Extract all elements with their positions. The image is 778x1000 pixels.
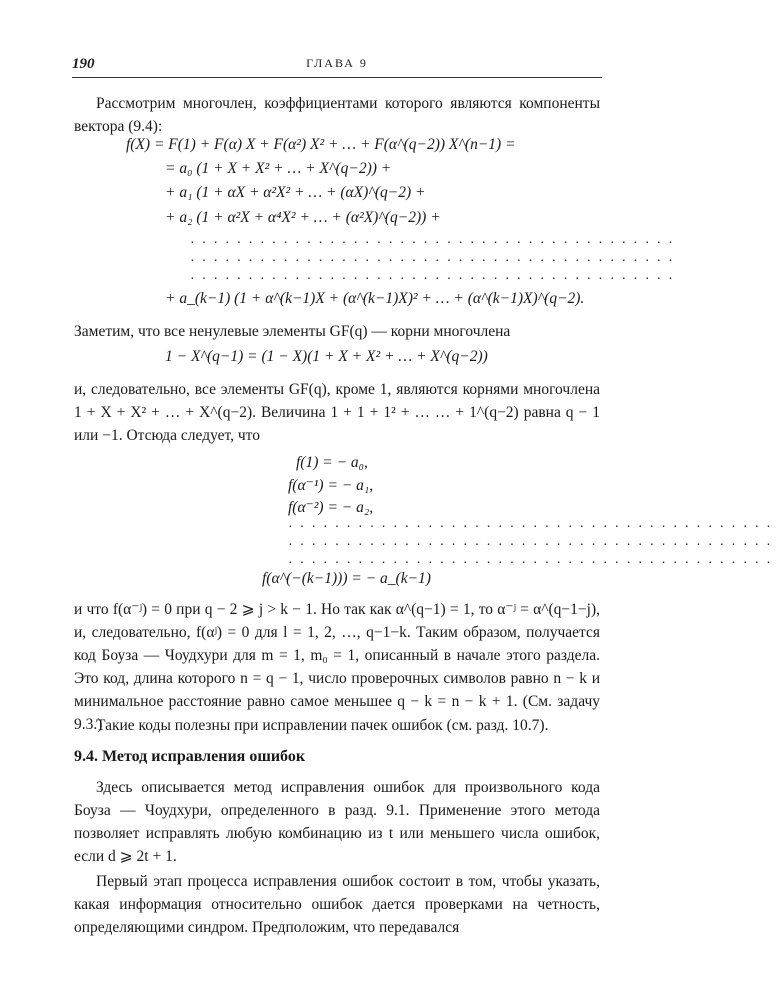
ellipsis-row: ··········································	[288, 556, 778, 571]
ellipsis-row: ··········································	[190, 272, 680, 287]
header-rule	[72, 77, 602, 78]
equation-value-f1: f(1) = − a₀,	[296, 454, 368, 471]
burst-paragraph: Такие коды полезны при исправлении пачек ошибок (см. разд. 10.7).	[96, 717, 549, 734]
equation-a0-term: = a₀ (1 + X + X² + … + X^(q−2)) +	[165, 160, 392, 177]
page-number: 190	[72, 56, 95, 72]
result-paragraph: и что f(α⁻ʲ) = 0 при q − 2 ⩾ j > k − 1. Но так как α^(q−1) = 1, то α⁻ʲ = α^(q−1−j), и, следовательно, f(αʲ) = 0 для l = 1, 2, …, q−1−k. Таким образом, получается код Боуза — Чоудхури для m = 1, m₀ = 1, описанный в начале этого раздела. Это код, длина которого n = q − 1, число проверочных символов равно n − k и минимальное расстояние равно самое меньшее q − k = n − k + 1. (См. задачу 9.3.)	[74, 601, 600, 733]
conclusion-paragraph: и, следовательно, все элементы GF(q), кроме 1, являются корнями многочлена 1 + X + X² + … + X^(q−2). Величина 1 + 1 + 1² + … … + 1^(q−2) равна q − 1 или −1. Отсюда следует, что	[74, 381, 600, 444]
equation-ak-term: + a_(k−1) (1 + α^(k−1)X + (α^(k−1)X)² + … + (α^(k−1)X)^(q−2).	[165, 290, 585, 307]
ellipsis-row: ··········································	[288, 538, 778, 553]
equation-factorization: 1 − X^(q−1) = (1 − X)(1 + X + X² + … + X^(q−2))	[165, 348, 488, 365]
section-heading: 9.4. Метод исправления ошибок	[74, 748, 306, 765]
intro-paragraph: Рассмотрим многочлен, коэффициентами которого являются компоненты вектора (9.4):	[74, 95, 600, 135]
chapter-title: ГЛАВА 9	[306, 56, 368, 70]
equation-f-definition: f(X) = F(1) + F(α) X + F(α²) X² + … + F(α^(q−2)) X^(n−1) =	[126, 136, 516, 153]
ellipsis-row: ··········································	[190, 254, 680, 269]
note-paragraph: Заметим, что все ненулевые элементы GF(q) — корни многочлена	[74, 323, 511, 340]
method-paragraph: Здесь описывается метод исправления ошибок для произвольного кода Боуза — Чоудхури, определенного в разд. 9.1. Применение этого метода позволяет исправлять любую комбинацию из t или меньшего числа ошибок, если d ⩾ 2t + 1.	[74, 779, 600, 865]
equation-value-f-alpha2: f(α⁻²) = − a₂,	[288, 499, 374, 516]
ellipsis-row: ··········································	[288, 520, 778, 535]
running-header	[72, 56, 602, 78]
equation-value-f-alpha1: f(α⁻¹) = − a₁,	[288, 477, 374, 494]
ellipsis-row: ··········································	[190, 236, 680, 251]
first-step-paragraph: Первый этап процесса исправления ошибок состоит в том, чтобы указать, какая информация относительно ошибок дается проверками на четность, определяющими синдром. Предположим, что передавался	[74, 873, 600, 936]
equation-a2-term: + a₂ (1 + α²X + α⁴X² + … + (α²X)^(q−2)) +	[165, 209, 441, 226]
equation-a1-term: + a₁ (1 + αX + α²X² + … + (αX)^(q−2) +	[165, 184, 426, 201]
equation-value-f-alphak: f(α^(−(k−1))) = − a_(k−1)	[262, 570, 431, 587]
